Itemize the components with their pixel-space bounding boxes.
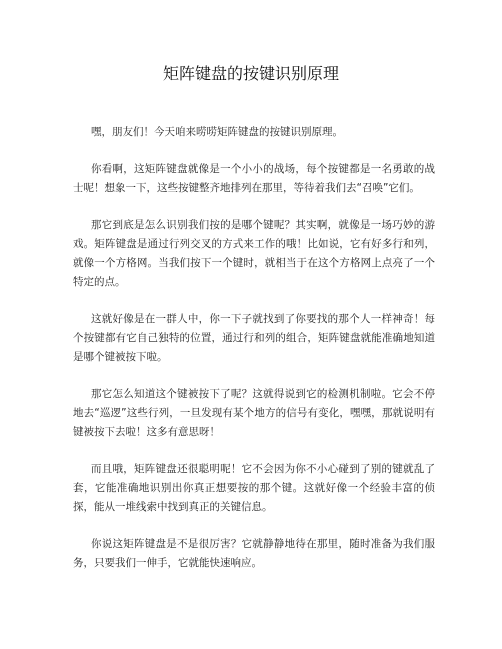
paragraph-3: 那它到底是怎么识别我们按的是哪个键呢？其实啊，就像是一场巧妙的游戏。矩阵键盘是通过行列交叉的方式来工作的哦！比如说，它有好多行和列，就像一个方格网。当我们按下一个键时，就相当于在这个方格网上点亮了一个特定的点。 [73, 219, 435, 288]
paragraph-6: 而且哦，矩阵键盘还很聪明呢！它不会因为你不小心碰到了别的键就乱了套，它能准确地识别出你真正想要按的那个键。这就好像一个经验丰富的侦探，能从一堆线索中找到真正的关键信息。 [73, 463, 435, 513]
paragraph-7: 你说这矩阵键盘是不是很厉害？它就静静地待在那里，随时准备为我们服务，只要我们一伸手，它就能快速响应。 [73, 538, 435, 569]
paragraph-2: 你看啊，这矩阵键盘就像是一个小小的战场，每个按键都是一名勇敢的战士呢！想象一下，这些按键整齐地排列在那里，等待着我们去“召唤”它们。 [73, 163, 435, 194]
document-body [73, 123, 435, 591]
document-title: 矩阵键盘的按键识别原理 [162, 64, 339, 83]
paragraph-5: 那它怎么知道这个键被按下了呢？这就得说到它的检测机制啦。它会不停地去“巡逻”这些行列，一旦发现有某个地方的信号有变化，嘿嘿，那就说明有键被按下去啦！这多有意思呀！ [73, 388, 435, 438]
paragraph-1: 嘿，朋友们！今天咱来唠唠矩阵键盘的按键识别原理。 [91, 126, 343, 138]
paragraph-4: 这就好像是在一群人中，你一下子就找到了你要找的那个人一样神奇！每个按键都有它自己独特的位置，通过行和列的组合，矩阵键盘就能准确地知道是哪个键被按下啦。 [73, 313, 435, 363]
